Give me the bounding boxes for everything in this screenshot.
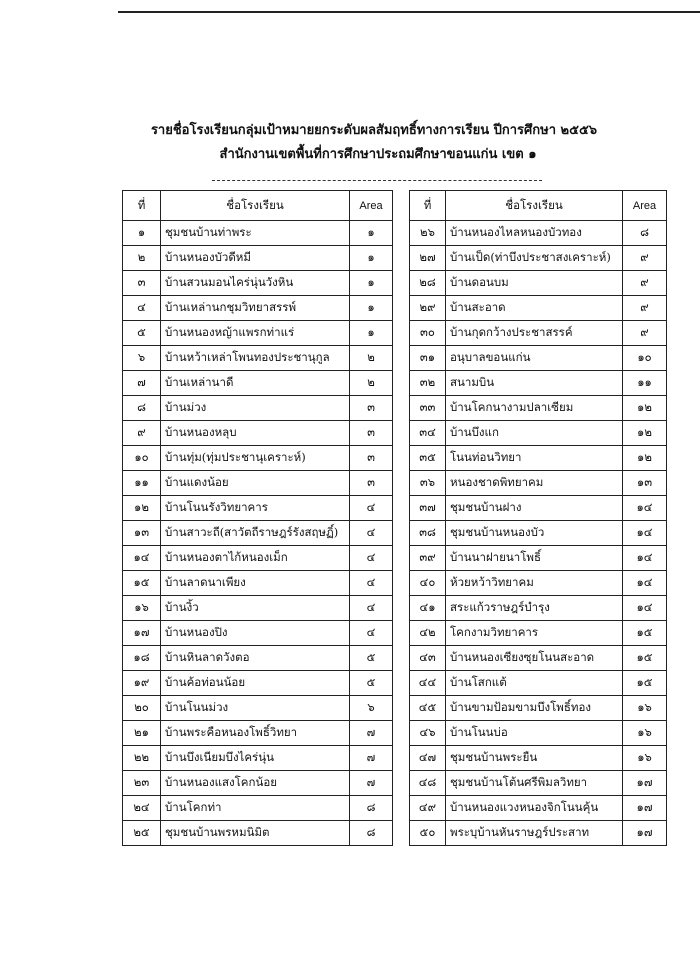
row-number: ๔๕ — [410, 696, 446, 721]
row-number: ๑๔ — [123, 546, 161, 571]
row-number: ๙ — [123, 421, 161, 446]
table-row — [410, 621, 667, 646]
table-row — [410, 496, 667, 521]
table-row — [410, 396, 667, 421]
area-number: ๑๔ — [623, 596, 667, 621]
area-number: ๒ — [350, 371, 393, 396]
table-row — [410, 671, 667, 696]
area-number: ๑๕ — [623, 646, 667, 671]
school-name: บ้านสะอาด — [446, 296, 623, 321]
table-row — [410, 296, 667, 321]
row-number: ๓๖ — [410, 471, 446, 496]
school-name: บ้านม่วง — [161, 396, 350, 421]
school-name: บ้านทุ่ม(ทุ่มประชานุเคราะห์) — [161, 446, 350, 471]
school-name: บ้านเหล่านาดี — [161, 371, 350, 396]
school-name: บ้านหนองปิง — [161, 621, 350, 646]
area-number: ๑๕ — [623, 621, 667, 646]
table-header-row — [123, 191, 393, 221]
table-row — [123, 446, 393, 471]
school-name: ชุมชนบ้านฝาง — [446, 496, 623, 521]
area-number: ๔ — [350, 621, 393, 646]
school-name: บ้านสวนมอนไคร่นุ่นวังหิน — [161, 271, 350, 296]
row-number: ๖ — [123, 346, 161, 371]
area-number: ๖ — [350, 696, 393, 721]
table-row — [123, 396, 393, 421]
area-number: ๑ — [350, 221, 393, 246]
table-row — [410, 521, 667, 546]
table-row — [123, 646, 393, 671]
document-subtitle: สำนักงานเขตพื้นที่การศึกษาประถมศึกษาขอนแก่น เขต ๑ — [219, 147, 537, 162]
area-number: ๔ — [350, 571, 393, 596]
document-title: รายชื่อโรงเรียนกลุ่มเป้าหมายยกระดับผลสัมฤทธิ์ทางการเรียน ปีการศึกษา ๒๕๕๖ — [150, 123, 598, 138]
school-table-left — [122, 190, 393, 846]
school-name: บ้านพระคือหนองโพธิ์วิทยา — [161, 721, 350, 746]
area-number: ๙ — [623, 321, 667, 346]
table-row — [123, 521, 393, 546]
row-number: ๒๒ — [123, 746, 161, 771]
school-name: บ้านโนนรังวิทยาคาร — [161, 496, 350, 521]
school-name: บ้านดอนบม — [446, 271, 623, 296]
column-header-area: Area — [623, 191, 667, 221]
table-row — [123, 596, 393, 621]
area-number: ๑๕ — [623, 671, 667, 696]
school-name: บ้านเหล่านกชุมวิทยาสรรพ์ — [161, 296, 350, 321]
row-number: ๓ — [123, 271, 161, 296]
area-number: ๘ — [350, 796, 393, 821]
school-name: บ้านนาฝายนาโพธิ์ — [446, 546, 623, 571]
table-row — [410, 471, 667, 496]
row-number: ๕๐ — [410, 821, 446, 846]
row-number: ๑๒ — [123, 496, 161, 521]
school-name: บ้านหนองไหลหนองบัวทอง — [446, 221, 623, 246]
area-number: ๒ — [350, 346, 393, 371]
row-number: ๓๙ — [410, 546, 446, 571]
school-name: บ้านโคกนางามปลาเซียม — [446, 396, 623, 421]
row-number: ๔๑ — [410, 596, 446, 621]
table-header-row — [410, 191, 667, 221]
row-number: ๔๐ — [410, 571, 446, 596]
table-row — [123, 471, 393, 496]
area-number: ๑๖ — [623, 746, 667, 771]
school-name: บ้านหนองเซียงซุยโนนสะอาด — [446, 646, 623, 671]
table-row — [410, 821, 667, 846]
school-name: ชุมชนบ้านท่าพระ — [161, 221, 350, 246]
school-name: บ้านโนนบ่อ — [446, 721, 623, 746]
school-name: บ้านเป็ด(ท่าบึงประชาสงเคราะห์) — [446, 246, 623, 271]
school-name: บ้านหนองหลุบ — [161, 421, 350, 446]
school-name: บ้านโคกท่า — [161, 796, 350, 821]
school-name: ชุมชนบ้านพระยืน — [446, 746, 623, 771]
table-row — [410, 746, 667, 771]
row-number: ๗ — [123, 371, 161, 396]
area-number: ๔ — [350, 546, 393, 571]
table-row — [410, 721, 667, 746]
table-row — [410, 696, 667, 721]
area-number: ๔ — [350, 596, 393, 621]
table-row — [123, 746, 393, 771]
area-number: ๔ — [350, 521, 393, 546]
area-number: ๑๔ — [623, 571, 667, 596]
table-row — [123, 296, 393, 321]
table-row — [123, 271, 393, 296]
table-row — [123, 696, 393, 721]
table-row — [123, 671, 393, 696]
area-number: ๔ — [350, 496, 393, 521]
row-number: ๔๙ — [410, 796, 446, 821]
area-number: ๑๔ — [623, 496, 667, 521]
row-number: ๒๖ — [410, 221, 446, 246]
row-number: ๒๐ — [123, 696, 161, 721]
area-number: ๑๗ — [623, 821, 667, 846]
row-number: ๑ — [123, 221, 161, 246]
school-name: บ้านค้อท่อนน้อย — [161, 671, 350, 696]
row-number: ๑๖ — [123, 596, 161, 621]
area-number: ๑๔ — [623, 546, 667, 571]
row-number: ๒๘ — [410, 271, 446, 296]
school-name: บ้านบึงเนียมบึงไคร่นุ่น — [161, 746, 350, 771]
area-number: ๑๗ — [623, 796, 667, 821]
school-name: สระแก้วราษฎร์บำรุง — [446, 596, 623, 621]
school-name: บ้านลาดนาเพียง — [161, 571, 350, 596]
school-name: บ้านขามป้อมขามบึงโพธิ์ทอง — [446, 696, 623, 721]
area-number: ๘ — [623, 221, 667, 246]
area-number: ๓ — [350, 396, 393, 421]
school-name: ชุมชนบ้านโต้นศรีพิมลวิทยา — [446, 771, 623, 796]
area-number: ๑ — [350, 271, 393, 296]
school-name: บ้านโสกแต้ — [446, 671, 623, 696]
table-row — [410, 346, 667, 371]
area-number: ๕ — [350, 646, 393, 671]
school-name: บ้านหนองแสงโคกน้อย — [161, 771, 350, 796]
area-number: ๗ — [350, 721, 393, 746]
school-name: บ้านหนองหญ้าแพรกท่าแร่ — [161, 321, 350, 346]
table-row — [410, 546, 667, 571]
row-number: ๕ — [123, 321, 161, 346]
area-number: ๑๒ — [623, 396, 667, 421]
table-row — [123, 246, 393, 271]
area-number: ๑๒ — [623, 446, 667, 471]
area-number: ๙ — [623, 271, 667, 296]
table-row — [410, 646, 667, 671]
table-row — [123, 771, 393, 796]
row-number: ๔๗ — [410, 746, 446, 771]
school-name: สนามบิน — [446, 371, 623, 396]
table-row — [123, 221, 393, 246]
school-table-right — [409, 190, 667, 846]
school-name: บ้านสาวะถี(สาวัตถีราษฎร์รังสฤษฏิ์) — [161, 521, 350, 546]
table-row — [123, 546, 393, 571]
area-number: ๓ — [350, 421, 393, 446]
row-number: ๒๙ — [410, 296, 446, 321]
column-header-no: ที่ — [410, 191, 446, 221]
table-row — [123, 321, 393, 346]
row-number: ๔๖ — [410, 721, 446, 746]
school-name: ชุมชนบ้านพรหมนิมิต — [161, 821, 350, 846]
table-row — [410, 371, 667, 396]
row-number: ๓๔ — [410, 421, 446, 446]
area-number: ๑๐ — [623, 346, 667, 371]
table-row — [123, 721, 393, 746]
row-number: ๑๙ — [123, 671, 161, 696]
table-row — [123, 571, 393, 596]
column-header-name: ชื่อโรงเรียน — [446, 191, 623, 221]
area-number: ๑ — [350, 321, 393, 346]
table-row — [123, 796, 393, 821]
row-number: ๑๓ — [123, 521, 161, 546]
column-header-no: ที่ — [123, 191, 161, 221]
table-row — [123, 421, 393, 446]
school-name: บ้านหนองแวงหนองจิกโนนคุ้น — [446, 796, 623, 821]
area-number: ๑๖ — [623, 721, 667, 746]
school-name: บ้านหนองตาไก้หนองเม็ก — [161, 546, 350, 571]
table-row — [123, 621, 393, 646]
row-number: ๓๓ — [410, 396, 446, 421]
table-row — [410, 796, 667, 821]
school-name: อนุบาลขอนแก่น — [446, 346, 623, 371]
column-header-area: Area — [350, 191, 393, 221]
school-name: บ้านหินลาดวังตอ — [161, 646, 350, 671]
school-name: หนองชาดพิทยาคม — [446, 471, 623, 496]
row-number: ๔๒ — [410, 621, 446, 646]
area-number: ๑๔ — [623, 521, 667, 546]
table-row — [123, 346, 393, 371]
row-number: ๑๕ — [123, 571, 161, 596]
row-number: ๔๔ — [410, 671, 446, 696]
area-number: ๓ — [350, 471, 393, 496]
dashed-divider — [212, 180, 542, 181]
row-number: ๑๑ — [123, 471, 161, 496]
school-table-left-body — [123, 221, 393, 846]
school-name: บ้านงิ้ว — [161, 596, 350, 621]
table-row — [410, 596, 667, 621]
area-number: ๗ — [350, 771, 393, 796]
school-name: บ้านโนนม่วง — [161, 696, 350, 721]
area-number: ๑๒ — [623, 421, 667, 446]
top-rule — [118, 11, 700, 13]
row-number: ๒๗ — [410, 246, 446, 271]
row-number: ๑๗ — [123, 621, 161, 646]
row-number: ๓๐ — [410, 321, 446, 346]
area-number: ๑๓ — [623, 471, 667, 496]
area-number: ๑ — [350, 296, 393, 321]
row-number: ๓๒ — [410, 371, 446, 396]
school-name: พระบุบ้านหันราษฎร์ประสาท — [446, 821, 623, 846]
area-number: ๑ — [350, 246, 393, 271]
table-row — [410, 421, 667, 446]
area-number: ๓ — [350, 446, 393, 471]
row-number: ๓๕ — [410, 446, 446, 471]
school-name: โนนท่อนวิทยา — [446, 446, 623, 471]
school-name: บ้านกุดกว้างประชาสรรค์ — [446, 321, 623, 346]
row-number: ๒ — [123, 246, 161, 271]
school-name: บ้านหว้าเหล่าโพนทองประชานุกูล — [161, 346, 350, 371]
row-number: ๓๘ — [410, 521, 446, 546]
area-number: ๑๑ — [623, 371, 667, 396]
row-number: ๘ — [123, 396, 161, 421]
row-number: ๒๕ — [123, 821, 161, 846]
table-row — [410, 246, 667, 271]
school-table-right-body — [410, 221, 667, 846]
table-row — [410, 271, 667, 296]
table-row — [410, 321, 667, 346]
area-number: ๗ — [350, 746, 393, 771]
table-row — [123, 371, 393, 396]
row-number: ๔๘ — [410, 771, 446, 796]
table-row — [123, 496, 393, 521]
area-number: ๙ — [623, 296, 667, 321]
table-row — [123, 821, 393, 846]
row-number: ๔๓ — [410, 646, 446, 671]
table-row — [410, 446, 667, 471]
school-name: บ้านบึงแก — [446, 421, 623, 446]
row-number: ๒๓ — [123, 771, 161, 796]
school-name: ชุมชนบ้านหนองบัว — [446, 521, 623, 546]
school-name: ห้วยหว้าวิทยาคม — [446, 571, 623, 596]
row-number: ๑๘ — [123, 646, 161, 671]
row-number: ๓๗ — [410, 496, 446, 521]
row-number: ๒๑ — [123, 721, 161, 746]
row-number: ๓๑ — [410, 346, 446, 371]
school-name: บ้านแดงน้อย — [161, 471, 350, 496]
area-number: ๑๖ — [623, 696, 667, 721]
row-number: ๑๐ — [123, 446, 161, 471]
row-number: ๒๔ — [123, 796, 161, 821]
school-name: โคกงามวิทยาคาร — [446, 621, 623, 646]
area-number: ๑๗ — [623, 771, 667, 796]
area-number: ๕ — [350, 671, 393, 696]
table-row — [410, 571, 667, 596]
table-row — [410, 771, 667, 796]
area-number: ๘ — [350, 821, 393, 846]
table-row — [410, 221, 667, 246]
column-header-name: ชื่อโรงเรียน — [161, 191, 350, 221]
area-number: ๙ — [623, 246, 667, 271]
school-name: บ้านหนองบัวดีหมี — [161, 246, 350, 271]
row-number: ๔ — [123, 296, 161, 321]
